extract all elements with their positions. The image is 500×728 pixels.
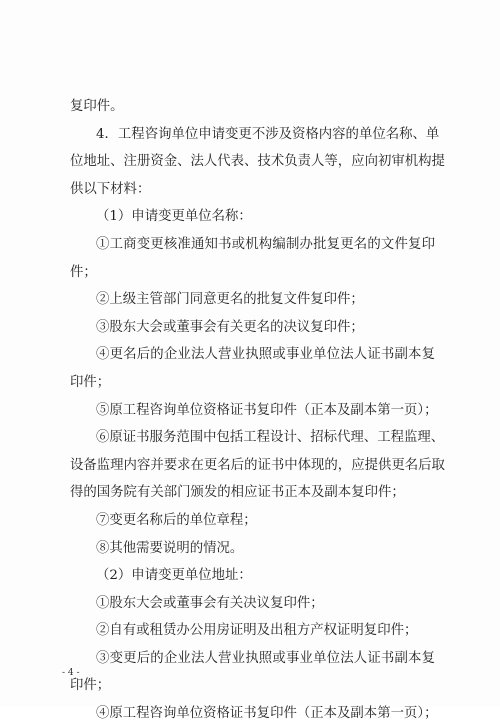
text-line xyxy=(70,369,435,397)
text-line xyxy=(70,259,435,287)
text-line-content: ④更名后的企业法人营业执照或事业单位法人证书副本复 xyxy=(96,347,435,363)
text-line-content: 供以下材料： xyxy=(70,181,151,197)
text-line-content: ④原工程咨询单位资格证书复印件（正本及副本第一页）； xyxy=(96,706,438,722)
text-line xyxy=(70,286,435,314)
text-line xyxy=(70,314,435,342)
text-line-content: （1）申请变更单位名称： xyxy=(96,209,252,225)
text-line-content: ①股东大会或董事会有关决议复印件； xyxy=(96,595,324,611)
page-number: - 4 - xyxy=(62,668,80,678)
text-line-content: （2）申请变更单位地址： xyxy=(96,568,252,584)
text-line xyxy=(70,507,435,535)
text-line xyxy=(70,93,435,121)
text-line xyxy=(70,562,435,590)
text-line xyxy=(70,645,435,673)
text-line xyxy=(70,535,435,563)
text-line-content: 设备监理内容并要求在更名后的证书中体现的，应提供更名后取 xyxy=(70,457,445,473)
text-line-content: ⑦变更名称后的单位章程； xyxy=(96,512,257,528)
text-line-content: 得的国务院有关部门颁发的相应证书正本及副本复印件； xyxy=(70,485,405,501)
document-body xyxy=(70,93,445,728)
text-line-content: ①工商变更核准通知书或机构编制办批复更名的文件复印 xyxy=(96,236,435,252)
text-line-content: ⑧其他需要说明的情况。 xyxy=(96,540,244,556)
text-line-content: 件； xyxy=(70,264,97,280)
text-line-content: ⑤原工程咨询单位资格证书复印件（正本及副本第一页）； xyxy=(96,402,438,418)
text-line-content: 印件； xyxy=(70,678,111,694)
text-line xyxy=(70,424,445,452)
text-line xyxy=(70,176,435,204)
text-line xyxy=(70,700,438,728)
text-line xyxy=(70,590,435,618)
text-line-content: ③股东大会或董事会有关更名的决议复印件； xyxy=(96,319,364,335)
text-line-content: 复印件。 xyxy=(70,99,124,114)
text-line-content: 位地址、注册资金、法人代表、技术负责人等，应向初审机构提 xyxy=(70,154,445,170)
text-line xyxy=(70,121,440,149)
text-line xyxy=(70,231,435,259)
text-line xyxy=(70,617,435,645)
text-line-content: 4．工程咨询单位申请变更不涉及资格内容的单位名称、单 xyxy=(96,126,440,142)
text-line xyxy=(70,672,435,700)
text-line xyxy=(70,203,435,231)
text-line xyxy=(70,479,435,507)
text-line-content: ②自有或租赁办公用房证明及出租方产权证明复印件； xyxy=(96,623,418,639)
text-line xyxy=(70,397,438,425)
text-line xyxy=(70,148,445,176)
text-line xyxy=(70,452,445,480)
text-line-content: ⑥原证书服务范围中包括工程设计、招标代理、工程监理、 xyxy=(96,430,445,446)
text-line xyxy=(70,341,435,369)
text-line-content: ②上级主管部门同意更名的批复文件复印件； xyxy=(96,292,364,308)
text-line-content: 印件； xyxy=(70,374,111,390)
text-line-content: ③变更后的企业法人营业执照或事业单位法人证书副本复 xyxy=(96,650,435,666)
